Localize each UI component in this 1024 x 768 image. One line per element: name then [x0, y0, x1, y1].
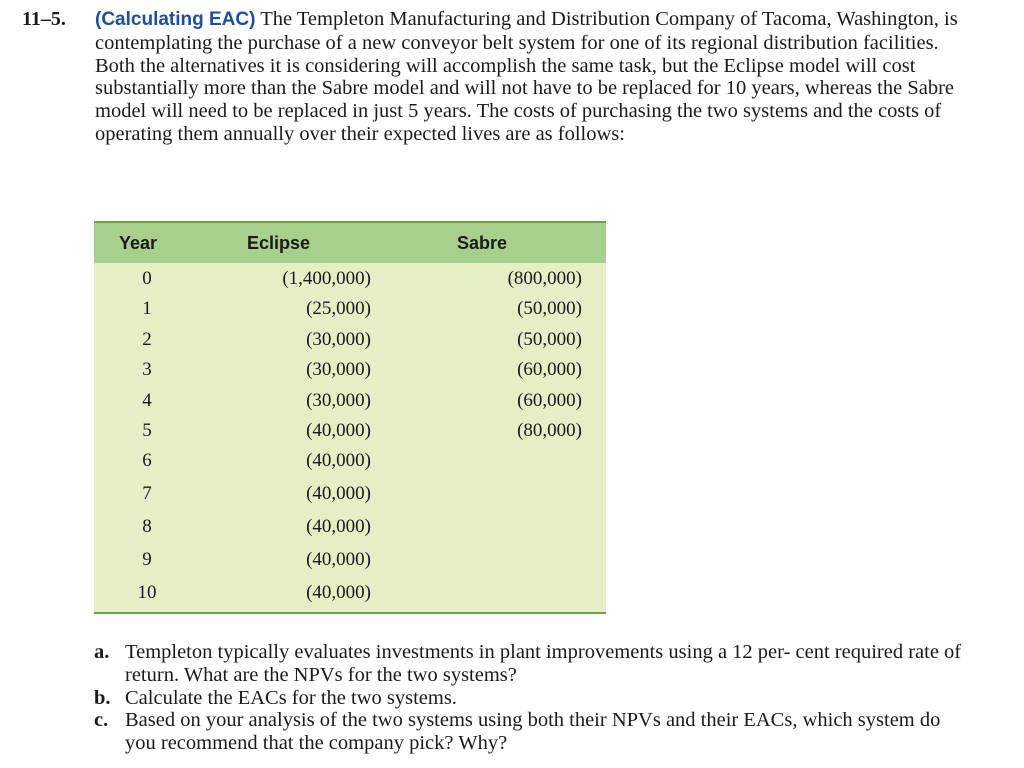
eclipse-cost-cell: (40,000)	[306, 419, 371, 441]
table-row	[94, 385, 606, 415]
year-cell: 5	[142, 419, 152, 441]
question-a	[94, 641, 974, 687]
table-row	[94, 577, 606, 610]
question-text: Calculate the EACs for the two systems.	[125, 686, 457, 709]
eclipse-cost-cell: (25,000)	[306, 298, 371, 320]
eclipse-cost-cell: (40,000)	[306, 582, 371, 604]
sabre-cost-cell: (80,000)	[517, 419, 582, 441]
eclipse-cost-cell: (30,000)	[306, 389, 371, 411]
header-sabre: Sabre	[457, 233, 508, 253]
table-row	[94, 478, 606, 511]
sabre-cost-cell: (50,000)	[517, 328, 582, 350]
year-cell: 0	[142, 268, 152, 289]
year-cell: 2	[142, 328, 152, 350]
question-text: Based on your analysis of the two systems using both their NPVs and their EACs, which system do you recommend that the company pick? Why?	[125, 709, 941, 755]
question-letter: a.	[94, 641, 110, 663]
eclipse-cost-cell: (40,000)	[306, 483, 371, 505]
sabre-cost-cell: (60,000)	[517, 359, 582, 381]
table-row	[94, 354, 606, 384]
year-cell: 9	[142, 549, 152, 571]
table-row	[94, 511, 606, 544]
eclipse-cost-cell: (30,000)	[306, 328, 371, 350]
cost-table	[94, 221, 606, 614]
year-cell: 8	[142, 516, 152, 538]
eclipse-cost-cell: (30,000)	[306, 359, 371, 381]
eclipse-cost-cell: (40,000)	[306, 450, 371, 472]
year-cell: 1	[142, 298, 152, 320]
table-header	[94, 223, 606, 263]
eclipse-cost-cell: (1,400,000)	[282, 268, 371, 289]
header-eclipse: Eclipse	[247, 233, 311, 253]
table-row	[94, 445, 606, 478]
question-text: Templeton typically evaluates investments in plant improvements using a 12 per- cent required rate of return. What are the NPVs for the two systems?	[125, 641, 962, 686]
sabre-cost-cell: (60,000)	[517, 389, 582, 411]
question-b	[94, 687, 974, 710]
question-letter: b.	[94, 686, 111, 709]
table-row	[94, 544, 606, 577]
question-c	[94, 709, 974, 755]
year-cell: 3	[142, 359, 152, 381]
eclipse-cost-cell: (40,000)	[306, 516, 371, 538]
problem-body	[95, 8, 975, 146]
problem-text: The Templeton Manufacturing and Distribution Company of Tacoma, Washington, is contemplating the purchase of a new conveyor belt system for one of its regional distribution facilities. Both the alternatives it is considering will accomplish the same task, but the Eclipse model will cost substantially more than the Sabre model and will not have to be replaced for 10 years, whereas the Sabre model will need to be replaced in just 5 years. The costs of purchasing the two systems and the costs of operating them annually over their expected lives are as follows:	[95, 8, 958, 145]
header-year: Year	[119, 233, 158, 253]
year-cell: 4	[142, 389, 152, 411]
sabre-cost-cell: (50,000)	[517, 298, 582, 320]
year-cell: 7	[142, 483, 152, 505]
table-row	[94, 293, 606, 323]
sabre-cost-cell: (800,000)	[507, 268, 582, 289]
problem-number: 11–5.	[22, 8, 66, 30]
table-row	[94, 263, 606, 293]
year-cell: 10	[137, 582, 157, 604]
question-letter: c.	[94, 709, 109, 732]
question-list	[94, 641, 974, 755]
table-body	[94, 263, 606, 610]
year-cell: 6	[142, 450, 152, 472]
problem-title: (Calculating EAC)	[95, 9, 256, 30]
table-row	[94, 324, 606, 354]
table-row	[94, 415, 606, 445]
eclipse-cost-cell: (40,000)	[306, 549, 371, 571]
